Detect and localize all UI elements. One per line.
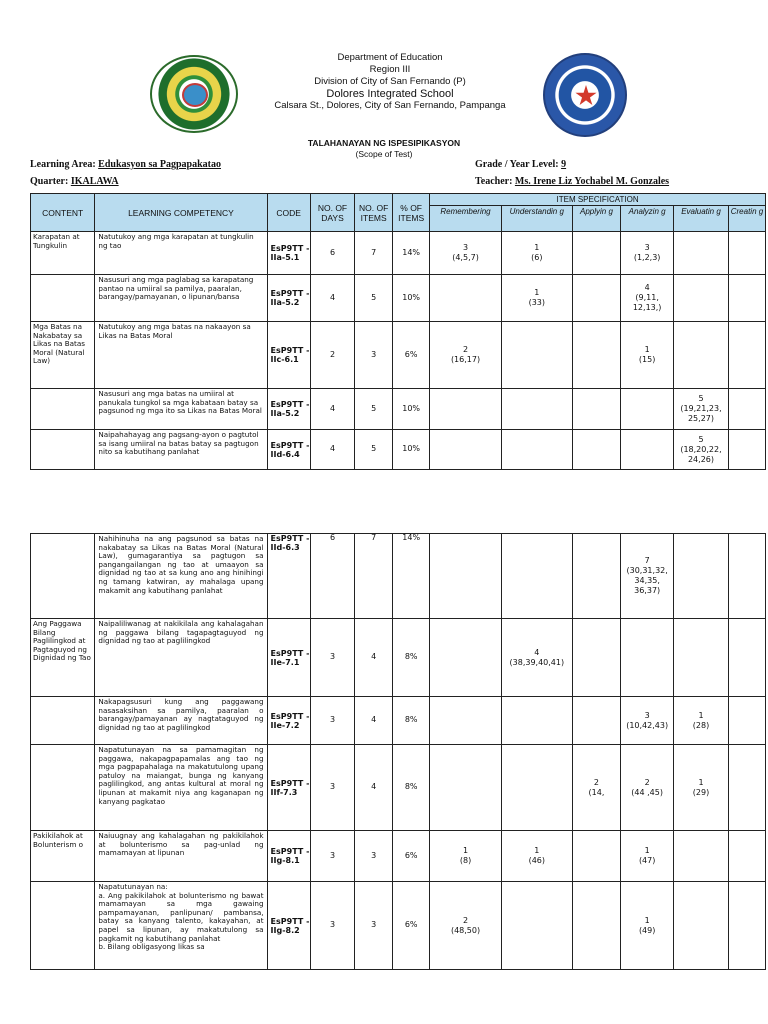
remembering-cell: 2 (16,17) <box>430 322 502 389</box>
competency-cell: Natutukoy ang mga karapatan at tungkulin ng tao <box>95 232 267 275</box>
creating-cell <box>728 745 765 831</box>
analyzing-cell <box>621 430 674 470</box>
code-cell: EsP9TT -IId-6.3 <box>267 534 310 619</box>
understanding-cell <box>501 322 572 389</box>
evaluating-cell <box>674 232 729 275</box>
doc-title: TALAHANAYAN NG ISPESIPIKASYON <box>307 138 461 148</box>
creating-cell <box>728 619 765 697</box>
creating-cell <box>728 831 765 882</box>
competency-cell: Naipahahayag ang pagsang-ayon o pagtutol sa isang umiiral na batas batay sa pagtugon nito sa kabutihang panlahat <box>95 430 267 470</box>
applying-cell <box>572 232 621 275</box>
remembering-cell <box>430 275 502 322</box>
code-cell: EsP9TT -IIf-7.3 <box>267 745 310 831</box>
header-text <box>240 52 540 112</box>
understanding-cell <box>501 534 572 619</box>
quarter-label: Quarter: <box>30 176 69 187</box>
creating-cell <box>728 275 765 322</box>
evaluating-cell: 5 (18,20,22, 24,26) <box>674 430 729 470</box>
table-row <box>31 275 766 322</box>
dept-name: Department of Education <box>337 52 443 63</box>
applying-cell <box>572 389 621 430</box>
quarter <box>30 176 119 187</box>
items-cell: 4 <box>355 619 393 697</box>
remembering-cell <box>430 430 502 470</box>
table-row <box>31 534 766 619</box>
learning-area <box>30 159 221 170</box>
table-row <box>31 389 766 430</box>
understanding-cell: 4 (38,39,40,41) <box>501 619 572 697</box>
col-understanding: Understandin g <box>501 206 572 232</box>
competency-cell: Nahihinuha na ang pagsunod sa batas na nakabatay sa Likas na Batas Moral (Natural Law), gumagarantiya sa pagtugon sa pangangailangan ng tao at umaayon sa dignidad ng tao at sa kung ano ang hinihingi ng tamang katwiran, ay mahalaga upang makamit ang kabutihang panlahat <box>95 534 267 619</box>
creating-cell <box>728 430 765 470</box>
remembering-cell <box>430 534 502 619</box>
evaluating-cell: 5 (19,21,23, 25,27) <box>674 389 729 430</box>
applying-cell <box>572 697 621 745</box>
content-cell: Pakikilahok at Bolunterism o <box>31 831 95 882</box>
table-row <box>31 619 766 697</box>
spec-table-1 <box>30 193 766 470</box>
remembering-cell <box>430 745 502 831</box>
grade-value: 9 <box>561 159 567 170</box>
applying-cell <box>572 882 621 970</box>
analyzing-cell: 3 (1,2,3) <box>621 232 674 275</box>
days-cell: 2 <box>310 322 354 389</box>
teacher-value: Ms. Irene Liz Yochabel M. Gonzales <box>514 176 670 187</box>
col-content: CONTENT <box>31 194 95 232</box>
items-cell: 5 <box>355 389 393 430</box>
items-cell: 7 <box>355 534 393 619</box>
document-header <box>0 0 768 125</box>
quarter-value: IKALAWA <box>70 176 119 187</box>
division-name: Division of City of San Fernando (P) <box>314 76 466 87</box>
school-name: Dolores Integrated School <box>326 88 454 100</box>
competency-cell: Napatutunayan na: a. Ang pakikilahok at bolunterismo ng bawat mamamayan sa mga gawaing pampamayanan, panlipunan/ pambansa, batay sa kanyang talento, kakayahan, at papel sa lipunan, ay makatutulong sa pagkamit ng kabutihang panlahat b. Bilang obligasyong likas sa <box>95 882 267 970</box>
days-cell: 6 <box>310 534 354 619</box>
competency-cell: Naipaliliwanag at nakikilala ang kahalagahan ng paggawa bilang tagapagtaguyod ng dignidad ng tao at paglilingkod <box>95 619 267 697</box>
competency-cell: Napatutunayan na sa pamamagitan ng paggawa, nakapagpapamalas ang tao ng mga pagpapahalaga na makatutulong upang patuloy na maiangat, bunga ng kanyang paglilingkod, ang antas kultural at moral ng lipunan at makamit niya ang kaganapan ng kanyang pagkatao <box>95 745 267 831</box>
col-days: NO. OF DAYS <box>310 194 354 232</box>
evaluating-cell: 1 (29) <box>674 745 729 831</box>
items-cell: 4 <box>355 745 393 831</box>
days-cell: 3 <box>310 697 354 745</box>
applying-cell: 2 (14, <box>572 745 621 831</box>
table-row <box>31 322 766 389</box>
analyzing-cell: 3 (10,42,43) <box>621 697 674 745</box>
competency-cell: Natutukoy ang mga batas na nakaayon sa Likas na Batas Moral <box>95 322 267 389</box>
days-cell: 4 <box>310 430 354 470</box>
percent-cell: 14% <box>393 232 430 275</box>
applying-cell <box>572 831 621 882</box>
evaluating-cell <box>674 275 729 322</box>
remembering-cell <box>430 619 502 697</box>
understanding-cell: 1 (6) <box>501 232 572 275</box>
col-percent: % OF ITEMS <box>393 194 430 232</box>
content-cell <box>31 697 95 745</box>
code-cell: EsP9TT -IIa-5.2 <box>267 275 310 322</box>
table-row <box>31 232 766 275</box>
items-cell: 3 <box>355 882 393 970</box>
remembering-cell: 2 (48,50) <box>430 882 502 970</box>
percent-cell: 10% <box>393 389 430 430</box>
competency-cell: Naiuugnay ang kahalagahan ng pakikilahok at bolunterismo sa pag-unlad ng mamamayan at lipunan <box>95 831 267 882</box>
analyzing-cell: 1 (49) <box>621 882 674 970</box>
percent-cell: 10% <box>393 430 430 470</box>
table-row <box>31 831 766 882</box>
table-row <box>31 745 766 831</box>
days-cell: 6 <box>310 232 354 275</box>
spec-table-2 <box>30 533 766 970</box>
applying-cell <box>572 322 621 389</box>
deped-seal-logo <box>543 53 627 137</box>
code-cell: EsP9TT -IIg-8.2 <box>267 882 310 970</box>
applying-cell <box>572 430 621 470</box>
creating-cell <box>728 882 765 970</box>
content-cell <box>31 745 95 831</box>
evaluating-cell: 1 (28) <box>674 697 729 745</box>
teacher <box>475 176 669 187</box>
col-applying: Applyin g <box>572 206 621 232</box>
col-remembering: Remembering <box>430 206 502 232</box>
percent-cell: 6% <box>393 831 430 882</box>
grade-level <box>475 159 566 170</box>
col-evaluating: Evaluatin g <box>674 206 729 232</box>
days-cell: 3 <box>310 619 354 697</box>
days-cell: 3 <box>310 745 354 831</box>
analyzing-cell <box>621 389 674 430</box>
evaluating-cell <box>674 322 729 389</box>
table-row <box>31 697 766 745</box>
creating-cell <box>728 534 765 619</box>
grade-label: Grade / Year Level: <box>475 159 559 170</box>
creating-cell <box>728 322 765 389</box>
code-cell: EsP9TT -IIc-6.1 <box>267 322 310 389</box>
evaluating-cell <box>674 831 729 882</box>
teacher-label: Teacher: <box>475 176 513 187</box>
col-competency: LEARNING COMPETENCY <box>95 194 267 232</box>
content-cell <box>31 430 95 470</box>
code-cell: EsP9TT -IIe-7.2 <box>267 697 310 745</box>
understanding-cell: 1 (33) <box>501 275 572 322</box>
col-creating: Creatin g <box>728 206 765 232</box>
school-address: Calsara St., Dolores, City of San Fernando, Pampanga <box>274 100 506 111</box>
col-code: CODE <box>267 194 310 232</box>
percent-cell: 8% <box>393 697 430 745</box>
doc-subtitle: (Scope of Test) <box>355 149 413 159</box>
items-cell: 4 <box>355 697 393 745</box>
code-cell: EsP9TT -IId-6.4 <box>267 430 310 470</box>
school-seal-logo <box>150 55 238 133</box>
competency-cell: Nakapagsusuri kung ang paggawang nasasaksihan sa pamilya, paaralan o barangay/pamayanan ay nagtataguyod ng dignidad ng tao at paglilingkod <box>95 697 267 745</box>
applying-cell <box>572 275 621 322</box>
analyzing-cell: 1 (47) <box>621 831 674 882</box>
content-cell <box>31 534 95 619</box>
items-cell: 5 <box>355 275 393 322</box>
items-cell: 3 <box>355 322 393 389</box>
content-cell <box>31 275 95 322</box>
percent-cell: 8% <box>393 619 430 697</box>
col-items: NO. OF ITEMS <box>355 194 393 232</box>
region-name: Region III <box>369 64 411 75</box>
table-row <box>31 882 766 970</box>
content-cell: Karapatan at Tungkulin <box>31 232 95 275</box>
analyzing-cell: 7 (30,31,32, 34,35, 36,37) <box>621 534 674 619</box>
content-cell: Mga Batas na Nakabatay sa Likas na Batas Moral (Natural Law) <box>31 322 95 389</box>
percent-cell: 8% <box>393 745 430 831</box>
items-cell: 7 <box>355 232 393 275</box>
days-cell: 4 <box>310 389 354 430</box>
percent-cell: 6% <box>393 882 430 970</box>
evaluating-cell <box>674 619 729 697</box>
analyzing-cell <box>621 619 674 697</box>
days-cell: 3 <box>310 831 354 882</box>
items-cell: 3 <box>355 831 393 882</box>
understanding-cell <box>501 882 572 970</box>
content-cell: Ang Paggawa Bilang Paglilingkod at Pagtaguyod ng Dignidad ng Tao <box>31 619 95 697</box>
creating-cell <box>728 697 765 745</box>
applying-cell <box>572 534 621 619</box>
remembering-cell <box>430 697 502 745</box>
remembering-cell: 3 (4,5,7) <box>430 232 502 275</box>
percent-cell: 6% <box>393 322 430 389</box>
understanding-cell: 1 (46) <box>501 831 572 882</box>
col-item-spec: ITEM SPECIFICATION <box>430 194 766 206</box>
table-row <box>31 430 766 470</box>
evaluating-cell <box>674 882 729 970</box>
code-cell: EsP9TT -IIa-5.2 <box>267 389 310 430</box>
competency-cell: Nasusuri ang mga paglabag sa karapatang pantao na umiiral sa pamilya, paaralan, barangay/pamayanan, o lipunan/bansa <box>95 275 267 322</box>
learning-area-label: Learning Area: <box>30 159 96 170</box>
understanding-cell <box>501 430 572 470</box>
days-cell: 4 <box>310 275 354 322</box>
competency-cell: Nasusuri ang mga batas na umiiral at panukala tungkol sa mga kabataan batay sa pagsunod ng mga ito sa Likas na Batas Moral <box>95 389 267 430</box>
understanding-cell <box>501 745 572 831</box>
percent-cell: 10% <box>393 275 430 322</box>
days-cell: 3 <box>310 882 354 970</box>
understanding-cell <box>501 389 572 430</box>
analyzing-cell: 4 (9,11, 12,13,) <box>621 275 674 322</box>
percent-cell: 14% <box>393 534 430 619</box>
applying-cell <box>572 619 621 697</box>
remembering-cell <box>430 389 502 430</box>
evaluating-cell <box>674 534 729 619</box>
code-cell: EsP9TT -IIg-8.1 <box>267 831 310 882</box>
content-cell <box>31 882 95 970</box>
creating-cell <box>728 389 765 430</box>
creating-cell <box>728 232 765 275</box>
understanding-cell <box>501 697 572 745</box>
analyzing-cell: 2 (44 ,45) <box>621 745 674 831</box>
col-analyzing: Analyzin g <box>621 206 674 232</box>
items-cell: 5 <box>355 430 393 470</box>
content-cell <box>31 389 95 430</box>
code-cell: EsP9TT -IIa-5.1 <box>267 232 310 275</box>
analyzing-cell: 1 (15) <box>621 322 674 389</box>
remembering-cell: 1 (8) <box>430 831 502 882</box>
code-cell: EsP9TT -IIe-7.1 <box>267 619 310 697</box>
learning-area-value: Edukasyon sa Pagpapakatao <box>98 159 221 170</box>
